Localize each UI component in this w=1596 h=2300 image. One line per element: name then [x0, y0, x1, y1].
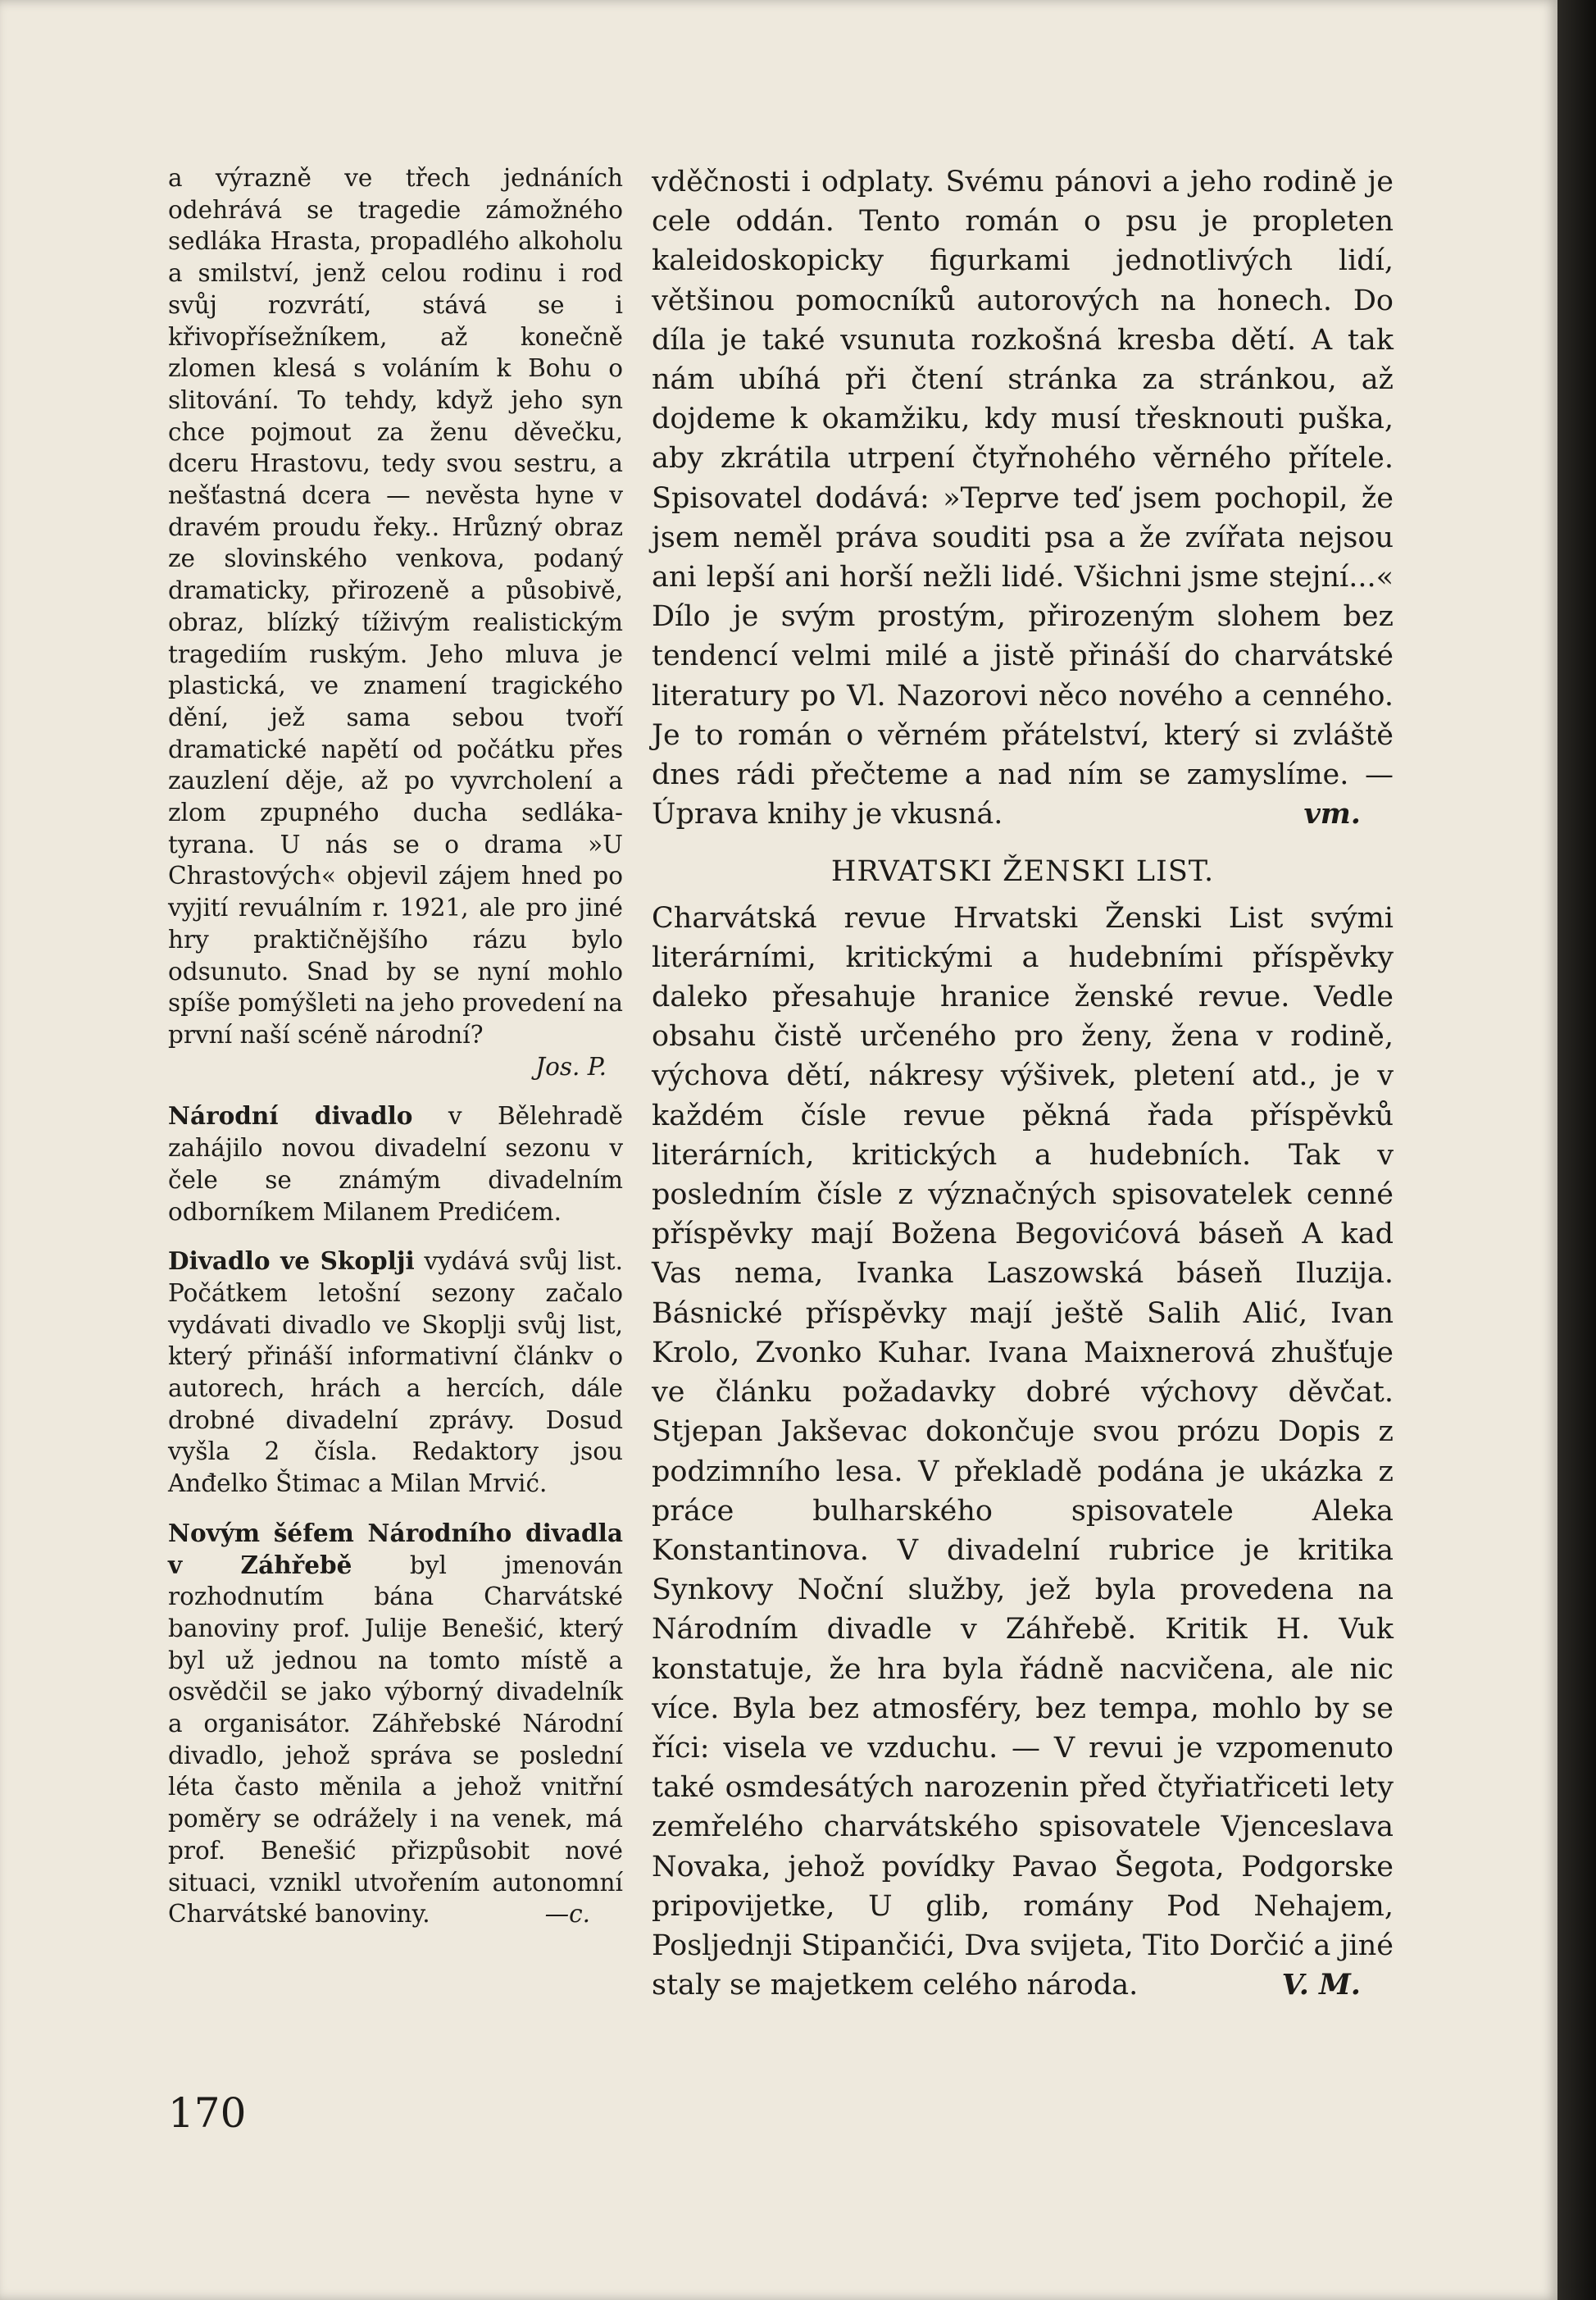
section-heading-zenski-list: HRVATSKI ŽENSKI LIST.	[830, 855, 1215, 889]
lead-zagreb-director: Novým šéfem Národního divadla v Záhřebě	[168, 1518, 623, 1579]
article-skopje-theatre: Divadlo ve Skoplji vydává svůj list. Počátkem letošní sezony začalo vydávati divadlo ve Skoplji svůj list, který přináší informativní článkv o autorech, hrách a hercích, dále drobné divadelní zprávy. Dosud vyšla 2 čísla. Redaktory jsou Anđelko Štimac a Milan Mrvić.	[168, 1246, 623, 1498]
signature-jos-p: Jos. P.	[535, 1052, 607, 1081]
signature-v-m: V. M.	[1281, 1968, 1361, 2002]
scan-edge	[1557, 0, 1596, 2300]
lead-skopje-theatre: Divadlo ve Skoplji	[168, 1246, 415, 1276]
article-zenski-list: Charvátská revue Hrvatski Ženski List svými literárními, kritickými a hudebními příspěvky daleko přesahuje hranice ženské revue. Vedle obsahu čistě určeného pro ženy, žena v rodině, výchova dětí, nákresy výšivek, pletení atd., je v každém čísle revue pěkná řada příspěvků literárních, kritických a hudebních. Tak v posledním čísle z význačných spisovatelek cenné příspěvky mají Božena Begovićová báseň A kad Vas nema, Ivanka Laszowská báseň Iluzija. Básnické příspěvky mají ještě Salih Alić, Ivan Krolo, Zvonko Kuhar. Ivana Maixnerová zhušťuje ve článku požadavky dobré výchovy děvčat. Stjepan Jakševac dokončuje svou prózu Dopis z podzimního lesa. V překladě podána je ukázka z práce bulharského spisovatele Aleka Konstantinova. V divadelní rubrice je kritika Synkovy Noční služby, jež byla provedena na Národním divadle v Záhřebě. Kritik H. Vuk konstatuje, že hra byla řádně nacvičena, ale nic více. Byla bez atmosféry, bez tempa, mohlo by se říci: visela ve vzduchu. — V revui je vzpomenuto také osmdesátých narozenin před čtyřiatřiceti lety zemřelého charvátského spisovatele Vjenceslava Novaka, jehož povídky Pavao Šegota, Podgorske pripovijetke, U glib, romány Pod Nehajem, Posljednji Stipančići, Dva svijeta, Tito Dorčić a jiné staly se majetkem celého národa. V. M.	[652, 899, 1394, 2006]
article-hrast-review: a výrazně ve třech jednáních odehrává se tragedie zámožného sedláka Hrasta, propadlého alkoholu a smilství, jenž celou rodinu i rod svůj rozvrátí, stává se i křivopřísežníkem, až konečně zlomen klesá s voláním k Bohu o slitování. To tehdy, když jeho syn chce pojmout za ženu děvečku, dceru Hrastovu, tedy svou sestru, a nešťastná dcera — nevěsta hyne v dravém proudu řeky.. Hrůzný obraz ze slovinského venkova, podaný dramaticky, přirozeně a působivě, obraz, blízký tíživým realistickým tragediím ruským. Jeho mluva je plastická, ve znamení tragického dění, jež sama sebou tvoří dramatické napětí od počátku přes zauzlení děje, až po vyvrcholení a zlom zpupného ducha sedláka-tyrana. U nás se o drama »U Chrastových« objevil zájem hned po vyjití revuálním r. 1921, ale pro jiné hry praktičnějšího rázu bylo odsunuto. Snad by se nyní mohlo spíše pomýšleti na jeho provedení na první naší scéně národní?	[168, 164, 623, 1049]
lead-belgrade-theatre: Národní divadlo	[168, 1101, 413, 1131]
signature-vm: vm.	[1303, 797, 1361, 831]
article-dog-novel: vděčnosti i odplaty. Svému pánovi a jeho rodině je cele oddán. Tento román o psu je propleten kaleidoskopicky figurkami jednotlivých lidí, většinou pomocníků autorových na honech. Do díla je také vsunuta rozkošná kresba dětí. A tak nám ubíhá při čtení stránka za stránkou, až dojdeme k okamžiku, kdy musí třesknouti puška, aby zkrátila utrpení čtyřnohého věrného přítele. Spisovatel dodává: »Teprve teď jsem pochopil, že jsem neměl práva souditi psa a že zvířata nejsou ani lepší ani horší nežli lidé. Všichni jsme stejní...« Dílo je svým prostým, přirozeným slohem bez tendencí velmi milé a jistě přináší do charvátské literatury po Vl. Nazorovi něco nového a cenného. Je to román o věrném přátelství, který si zvláště dnes rádi přečteme a nad ním se zamyslíme. — Úprava knihy je vkusná. vm.	[652, 162, 1394, 834]
signature-c: —c.	[544, 1900, 590, 1929]
article-belgrade-theatre: Národní divadlo v Bělehradě zahájilo novou divadelní sezonu v čele se známým divadelním odborníkem Milanem Predićem.	[168, 1101, 624, 1226]
page-number: 170	[168, 2089, 247, 2137]
article-zagreb-director: Novým šéfem Národního divadla v Záhřebě byl jmenován rozhodnutím bána Charvátské banoviny prof. Julije Benešić, který byl už jednou na tomto místě a osvědčil se jako výborný divadelník a organisátor. Záhřebské Národní divadlo, jehož správa se poslední léta často měnila a jehož vnitřní poměry se odrážely i na venek, má prof. Benešić přizpůsobit nové situaci, vznikl utvořením autonomní Charvátské banoviny. —c.	[168, 1518, 623, 1930]
right-column	[652, 162, 1394, 2005]
left-column	[168, 162, 623, 1930]
